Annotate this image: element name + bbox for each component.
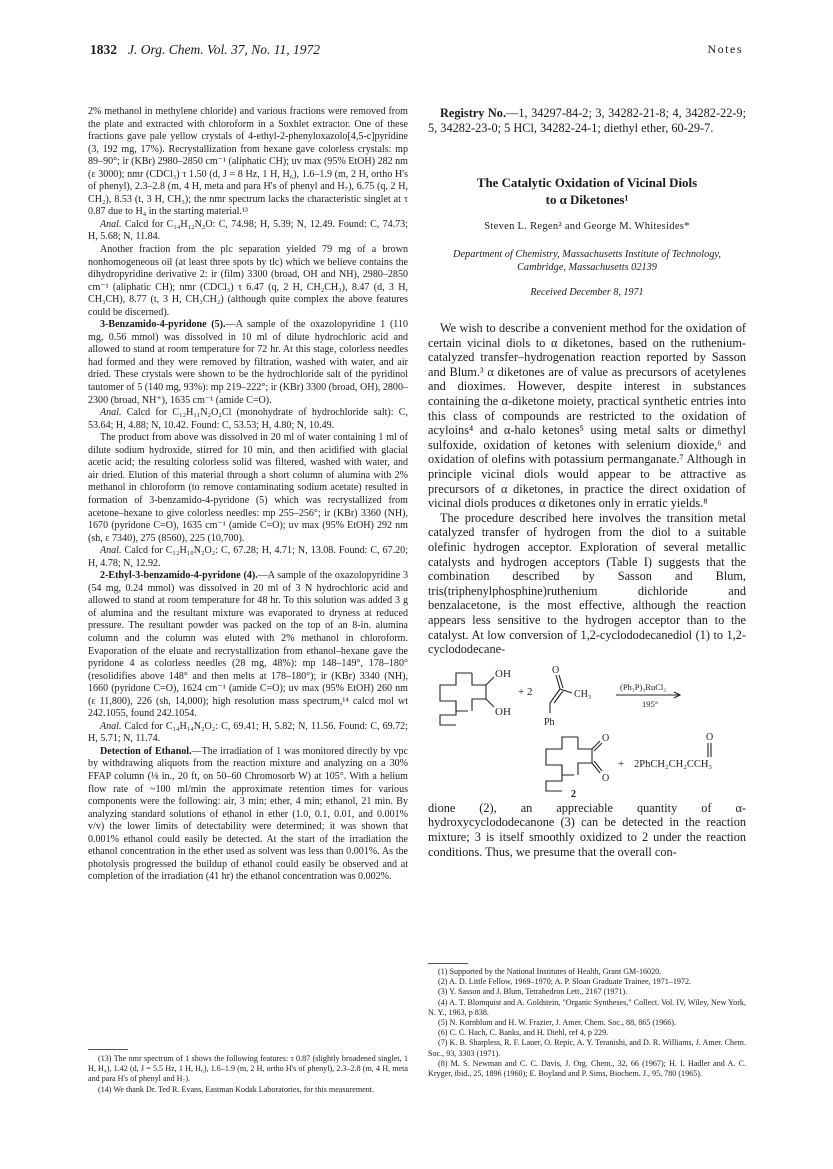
diol-ring-right [472,673,486,685]
ketone-double-top [594,743,602,751]
diol-ring-left [440,701,456,725]
paragraph [88,407,408,432]
product-oxygen-2: O [602,772,610,784]
phenyl-label: Ph [544,716,555,728]
footnote: (6) C. C. Hach, C. Banks, and H. Diehl, ref 4, p 229. [438,1028,609,1038]
section-head: Detection of Ethanol. [100,745,192,757]
section-head: 3-Benzamido-4-pyridone (5). [100,319,226,331]
plus-sign-2: + [618,757,625,770]
running-header [90,42,743,62]
paragraph: We wish to describe a convenient method for the oxidation of certain vicinal diols to α diketones, based on the ruthenium-catalyzed transfer–hydrogenation reaction reported by Sasson and Blum.³ α diketones are of value as precursors of acetylenes and dioximes. However, despite interest in substances containing the α-diketone moiety, practical synthetic entries into this class of compounds are restricted to the oxidation of acyloins⁴ and α-halo ketones⁵ using metal salts or dimethyl sulfoxide, oxidation of ketones with selenium dioxide,⁶ and oxidation of olefins with potassium permanganate.⁷ Although in principle vicinal diols would appear to be attractive as precursors of α diketones, in practice the direct oxidation of vicinal diols produces α diketones only in erratic yields.⁸ [428,321,746,511]
anal-text: Calcd for C₁₂H₁₁N₂O₂Cl (monohydrate of hydrochloride salt): C, 53.64; H, 4.88; N, 10.42. Found: C, 53.53; H, 4.80; N, 10.49. [88,407,408,431]
plus-sign: + 2 [518,685,533,698]
left-column [88,106,408,884]
footnote: (14) We thank Dr. Ted R. Evans, Eastman Kodak Laboratories, for this measurement. [98,1084,375,1094]
section-text: —A sample of the oxazolopyridine 1 (110 mg, 0.56 mmol) was dissolved in 10 ml of dilute hydrochloric acid and allowed to stand at room temperature for 72 hr. At this stage, colorless needles had formed and they were removed by filtration, washed with water, and air dried. These crystals were shown to be the hydrochloride salt of the pyridinol tautomer of 5 (140 mg, 93%): mp 219–222°; ir (KBr) 3300 (broad, OH), 2800–2300 (broad, NH⁺), 1635 cm⁻¹ (amide C=O). [88,319,408,406]
ketone-bond-bottom [592,763,600,773]
footnote: (8) M. S. Newman and C. C. Davis, J. Org. Chem., 32, 66 (1967); H. I. Hadler and A. C. Kryger, ibid., 25, 1896 (1960); E. Boyland and P. Sims, Biochem. J., 95, 780 (1965). [428,1058,746,1079]
paragraph: The procedure described here involves the transition metal catalyzed transfer of hydrogen from the diol to a suitable olefinic hydrogen acceptor. Exploration of several metallic catalysts and hydrogen acceptors (Table I) suggests that the combination described by Sasson and Blum, tris(triphenylphosphine)ruthenium dichloride and benzalacetone, is the most effective, although the reaction appears less sensitive to the hydrogen acceptor than to the catalyst. At low conversion of 1,2-cyclododecanediol (1) to 1,2-cyclododecane- [428,510,746,657]
oxygen-label: O [552,664,560,676]
oh-label-top: OH [495,667,511,680]
byproduct-formula: 2PhCH₂CH₂CCH₃ [634,758,713,770]
anal-text: Calcd for C₁₄H₁₄N₂O₂: C, 69.41; H, 5.82; N, 11.56. Found: C, 69.72; H, 5.71; N, 11.74. [88,720,408,745]
anal-label: Anal. [100,407,122,419]
title-line: to α Diketones¹ [545,193,629,207]
diol-ring-mid [472,699,486,711]
affiliation [436,248,738,274]
product-oxygen-1: O [602,732,610,744]
anal-text: Calcd for C₁₄H₁₂N₂O: C, 74.98; H, 5.39; N, 12.49. Found: C, 74.73; H, 5.68; N, 11.84. [88,218,408,243]
section-text: —A sample of the oxazolopyridine 3 (54 mg, 0.24 mmol) was dissolved in 20 ml of 3 N hydrochloric acid and allowed to stand at room temperature for 48 hr. To this solution was added 3 g of alumina and the resultant mixture was evaporated to dryness at reduced pressure. The resultant powder was packed on the top of an 8-in. alumina column and the column was eluted with 2% methanol in chloroform. Evaporation of the eluate and recrystallization from ethanol–hexane gave the pyridone 4 as colorless needles (28 mg, 48%): mp 148–149°, 178–180° (resolidifies above 148° and then melts at 178–180°); ir (KBr) 3340 (NH), 1660 (pyridone C=O), 1624 cm⁻¹ (amide C=O); uv max (95% EtOH) 260 nm (ε 11,800), 226 (sh, 14,000); high resolution mass spectrum,¹⁴ calcd mol wt 242.1055, found 242.1054. [88,570,408,720]
temperature-label: 195° [642,698,659,709]
footnote: (1) Supported by the National Institutes of Health, Grant GM-16020. [438,967,662,976]
anal-label: Anal. [100,545,122,557]
footnote: (5) N. Kornblum and H. W. Frazier, J. Amer. Chem. Soc., 88, 865 (1966). [438,1018,676,1028]
right-column [428,106,746,859]
anal-label: Anal. [100,218,122,230]
paragraph [88,570,408,721]
footnote: (3) Y. Sasson and J. Blum, Tetrahedron Lett., 2167 (1971). [438,987,628,997]
ketone-double-bottom [594,761,602,771]
registry-numbers [428,106,746,135]
footnote-rule [88,1049,128,1050]
footnote: (13) The nmr spectrum of 1 shows the following features: τ 0.87 (slightly broadened singlet, 1 H, H₄), 1.42 (d, J = 5.5 Hz, 1 H, H₆), 1.6–1.9 (m, 2 H, ortho H's of phenyl), 2.3–2.8 (m, 4 H, meta and para H's of phenyl and H₇). [88,1054,408,1084]
section-text: —The irradiation of 1 was monitored directly by vpc by withdrawing aliquots from the reaction mixture and analyzing on a 30% FFAP column (⅛ in., 20 ft, on 50–60 Chromosorb W) at 105°. With a helium flow rate of ~100 ml/min the approximate retention times for various components were the following: air, 3 min; ether, 4 min; ethanol, 21 min. By analyzing standard solutions of ethanol in ether (1.0, 0.1, 0.01, and 0.001% v/v) the lower limits of detectability were determined; it was shown that 0.001% ethanol could easily be detected. At the start of the irradiation the ethanol concentration in the ether used as solvent was less than 0.001%. As the photolysis progressed the buildup of ethanol could easily be observed and at completion of the irradiation (41 hr) the ethanol concentration was 0.002%. [88,745,408,883]
reaction-scheme [428,663,746,799]
product-ring-left [546,765,562,791]
footnote: (4) A. T. Blomquist and A. Goldstein, "Organic Syntheses," Collect. Vol. IV, Wiley, New York, N. Y., 1963, p 838. [428,997,746,1017]
section-label: Notes [707,42,743,56]
received-date: Received December 8, 1971 [530,286,644,298]
alkene-double [554,691,563,703]
section-head: 2-Ethyl-3-benzamido-4-pyridone (4). [100,570,258,582]
paragraph [88,219,408,244]
page-number: 1832 [90,42,117,57]
footnote-rule [428,963,468,964]
title-line: The Catalytic Oxidation of Vicinal Diols [476,176,698,190]
footnote: (7) K. B. Sharpless, R. F. Lauer, O. Repic, A. Y. Teranishi, and D. R. Williams, J. Amer. Chem. Soc., 93, 3303 (1971). [428,1038,746,1058]
product-ring-right [578,737,592,749]
anal-text: Calcd for C₁₂H₁₀N₂O₂: C, 67.28; H, 4.71; N, 13.08. Found: C, 67.20; H, 4.78; N, 12.92. [88,545,408,569]
reaction-scheme-drawing [428,663,746,799]
paragraph [88,319,408,407]
left-footnotes [88,1054,408,1095]
paragraph: 2% methanol in methylene chloride) and various fractions were removed from the plate and extracted with chloroform in a Soxhlet extractor. One of these fractions gave pale yellow crystals of 4-ethyl-2-phenyloxazolo[4,5-c]pyridine (3, 192 mg, 17%). Recrystallization from hexane gave colorless crystals: mp 89–90°; ir (KBr) 2980–2850 cm⁻¹ (aliphatic CH); uv max (95% EtOH) 282 nm (ε 3000); nmr (CDCl₃) τ 1.50 (d, J = 8 Hz, 1 H, H₆), 1.6–1.9 (m, 2 H, ortho H's of phenyl), 2.3–2.8 (m, 4 H, meta and para H's of phenyl and H₇), 6.75 (q, 2 H, CH₂), 8.53 (t, 3 H, CH₃); the nmr spectrum lacks the characteristic singlet at τ 0.87 due to H₄ in the starting material.¹³ [88,106,408,218]
paragraph: Another fraction from the plc separation yielded 79 mg of a brown nonhomogeneous oil (at least three spots by tlc) which we believe contains the dihydropyridine derivative 2: ir (film) 3300 (broad, OH and NH), 2980–2850 cm⁻¹ (aliphatic CH); nmr (CDCl₃) τ 6.47 (q, 2 H, CH₂CH₃), 8.47 (d, 3 H, CH₃CH), 8.77 (t, 3 H, CH₃CH₂) (although quite complex the above features could be discerned). [88,244,408,318]
paragraph: dione (2), an appreciable quantity of α-hydroxycyclododecanone (3) can be detected in the reaction mixture; 3 is itself smoothly oxidized to 2 under the reaction conditions. Thus, we presume that the overall con- [428,800,746,859]
oh-label-bottom: OH [495,705,511,718]
paragraph [88,545,408,570]
oh-bond-bottom [486,699,494,707]
registry-label: Registry No. [440,106,507,120]
ketone-bond-top [592,741,600,749]
methyl-label: CH₃ [574,688,592,700]
paragraph: The product from above was dissolved in 20 ml of water containing 1 ml of dilute sodium hydroxide, stirred for 10 min, and then acidified with glacial acetic acid; the resulting colorless solid was filtered, washed with water, and air dried. Elution of this material through a short column of alumina with 2% methanol in chloroform (to remove contaminating sodium acetate) resulted in formation of 3-benzamido-4-pyridone (5) which was recrystallized from acetone–hexane to give colorless needles: mp 255–256°; ir (KBr) 3360 (NH), 1670 (pyridone C=O), 1635 cm⁻¹ (amide C=O); uv max (95% EtOH) 292 nm (sh, ε 7340), 275 (8560), 225 (10,700). [88,432,408,544]
oh-bond-top [486,677,494,685]
affiliation-line: Cambridge, Massachusetts 02139 [517,261,657,273]
product-ring-mid [578,763,592,775]
product-label: 2 [571,788,576,799]
byproduct-oxygen: O [706,731,714,743]
anal-label: Anal. [100,720,122,732]
journal-citation: J. Org. Chem. Vol. 37, No. 11, 1972 [128,42,320,57]
authors: Steven L. Regen² and George M. Whitesides* [484,221,690,232]
catalyst-label: (Ph₃P)₃RuCl₂ [620,681,667,692]
footnote: (2) A. D. Little Fellow, 1969–1970; A. P. Sloan Graduate Trainee, 1971–1972. [438,977,692,987]
registry-text: —1, 34297-84-2; 3, 34282-21-8; 4, 34282-22-9; 5, 34282-23-0; 5 HCl, 34282-24-1; diethyl ether, 60-29-7. [428,106,747,135]
paragraph [88,746,408,884]
article-title [428,175,746,209]
affiliation-line: Department of Chemistry, Massachusetts Institute of Technology, [453,248,721,260]
paragraph [88,721,408,746]
right-footnotes [428,967,746,1079]
